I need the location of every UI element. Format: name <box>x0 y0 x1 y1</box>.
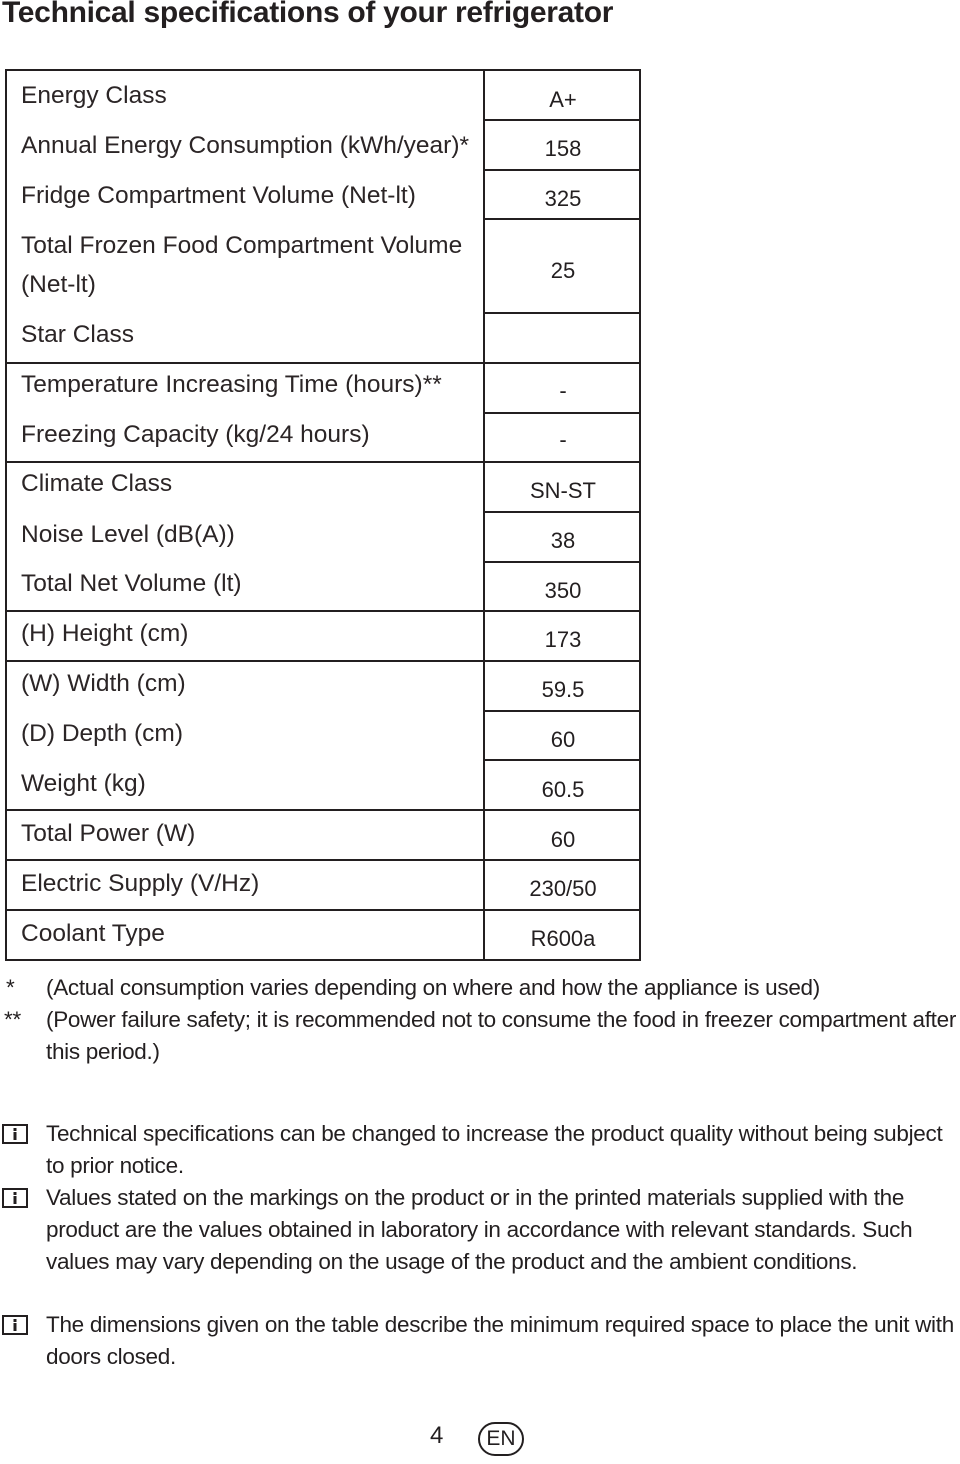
spec-value: - <box>559 378 567 403</box>
spec-label: Fridge Compartment Volume (Net-lt) <box>21 182 416 209</box>
note-text: Technical specifications can be changed to increase the product quality without being subject to prior notice. <box>46 1121 943 1178</box>
spec-label: Total Frozen Food Compartment Volume <box>21 232 463 259</box>
row-divider <box>483 169 639 171</box>
row-divider <box>7 909 639 911</box>
row-divider <box>7 859 639 861</box>
spec-label: Electric Supply (V/Hz) <box>21 870 260 897</box>
spec-value: 25 <box>550 258 576 283</box>
spec-value: 158 <box>544 136 582 161</box>
spec-value: 59.5 <box>541 677 585 702</box>
spec-label: Total Net Volume (lt) <box>21 570 242 597</box>
row-divider <box>7 461 639 463</box>
spec-value: 173 <box>544 627 582 652</box>
info-icon <box>2 1315 28 1335</box>
footnote-text: (Actual consumption varies depending on where and how the appliance is used) <box>46 975 820 1000</box>
page-title: Technical specifications of your refrigerator <box>2 0 614 29</box>
language-badge: EN <box>478 1422 524 1456</box>
spec-value: 38 <box>550 528 576 553</box>
spec-value: 325 <box>544 186 582 211</box>
note-text: Values stated on the markings on the product or in the printed materials supplied with the product are the values obtained in laboratory in accordance with relevant standards. Such values may vary depending on the usage of the product and the ambient conditions. <box>46 1185 913 1274</box>
spec-label: Noise Level (dB(A)) <box>21 521 235 548</box>
footnote-text: (Power failure safety; it is recommended not to consume the food in freezer compartment after this period.) <box>46 1007 957 1064</box>
row-divider <box>483 511 639 513</box>
spec-label: (D) Depth (cm) <box>21 720 183 747</box>
spec-label: Temperature Increasing Time (hours)** <box>21 371 442 398</box>
row-divider <box>483 561 639 563</box>
row-divider <box>483 412 639 414</box>
spec-value: 60 <box>550 827 576 852</box>
spec-label: Annual Energy Consumption (kWh/year)* <box>21 132 470 159</box>
row-divider <box>7 362 639 364</box>
spec-label: Coolant Type <box>21 920 165 947</box>
spec-label: Total Power (W) <box>21 820 196 847</box>
row-divider <box>483 759 639 761</box>
spec-label: Freezing Capacity (kg/24 hours) <box>21 421 370 448</box>
note-text: The dimensions given on the table describe the minimum required space to place the unit with doors closed. <box>46 1312 954 1369</box>
row-divider <box>7 660 639 662</box>
spec-value: 230/50 <box>529 876 597 901</box>
row-divider <box>483 710 639 712</box>
spec-value: SN-ST <box>530 478 596 503</box>
spec-label: Weight (kg) <box>21 770 146 797</box>
footnote-mark: ** <box>4 1007 21 1032</box>
page-number: 4 <box>430 1422 444 1449</box>
row-divider <box>483 218 639 220</box>
spec-label: Energy Class <box>21 82 167 109</box>
row-divider <box>7 610 639 612</box>
info-icon <box>2 1124 28 1144</box>
spec-value: 60 <box>550 727 576 752</box>
spec-value: 350 <box>544 578 582 603</box>
spec-label-continued: (Net-lt) <box>21 271 96 298</box>
row-divider <box>483 119 639 121</box>
spec-value: R600a <box>530 926 596 951</box>
row-divider <box>483 312 639 314</box>
info-icon <box>2 1188 28 1208</box>
spec-value: - <box>559 427 567 452</box>
footnote-mark: * <box>6 975 15 1000</box>
spec-value: 60.5 <box>541 777 585 802</box>
spec-table <box>5 69 641 961</box>
spec-label: (H) Height (cm) <box>21 620 189 647</box>
spec-label: Star Class <box>21 321 135 348</box>
spec-label: Climate Class <box>21 470 173 497</box>
spec-label: (W) Width (cm) <box>21 670 186 697</box>
row-divider <box>7 809 639 811</box>
spec-value: A+ <box>549 87 577 112</box>
